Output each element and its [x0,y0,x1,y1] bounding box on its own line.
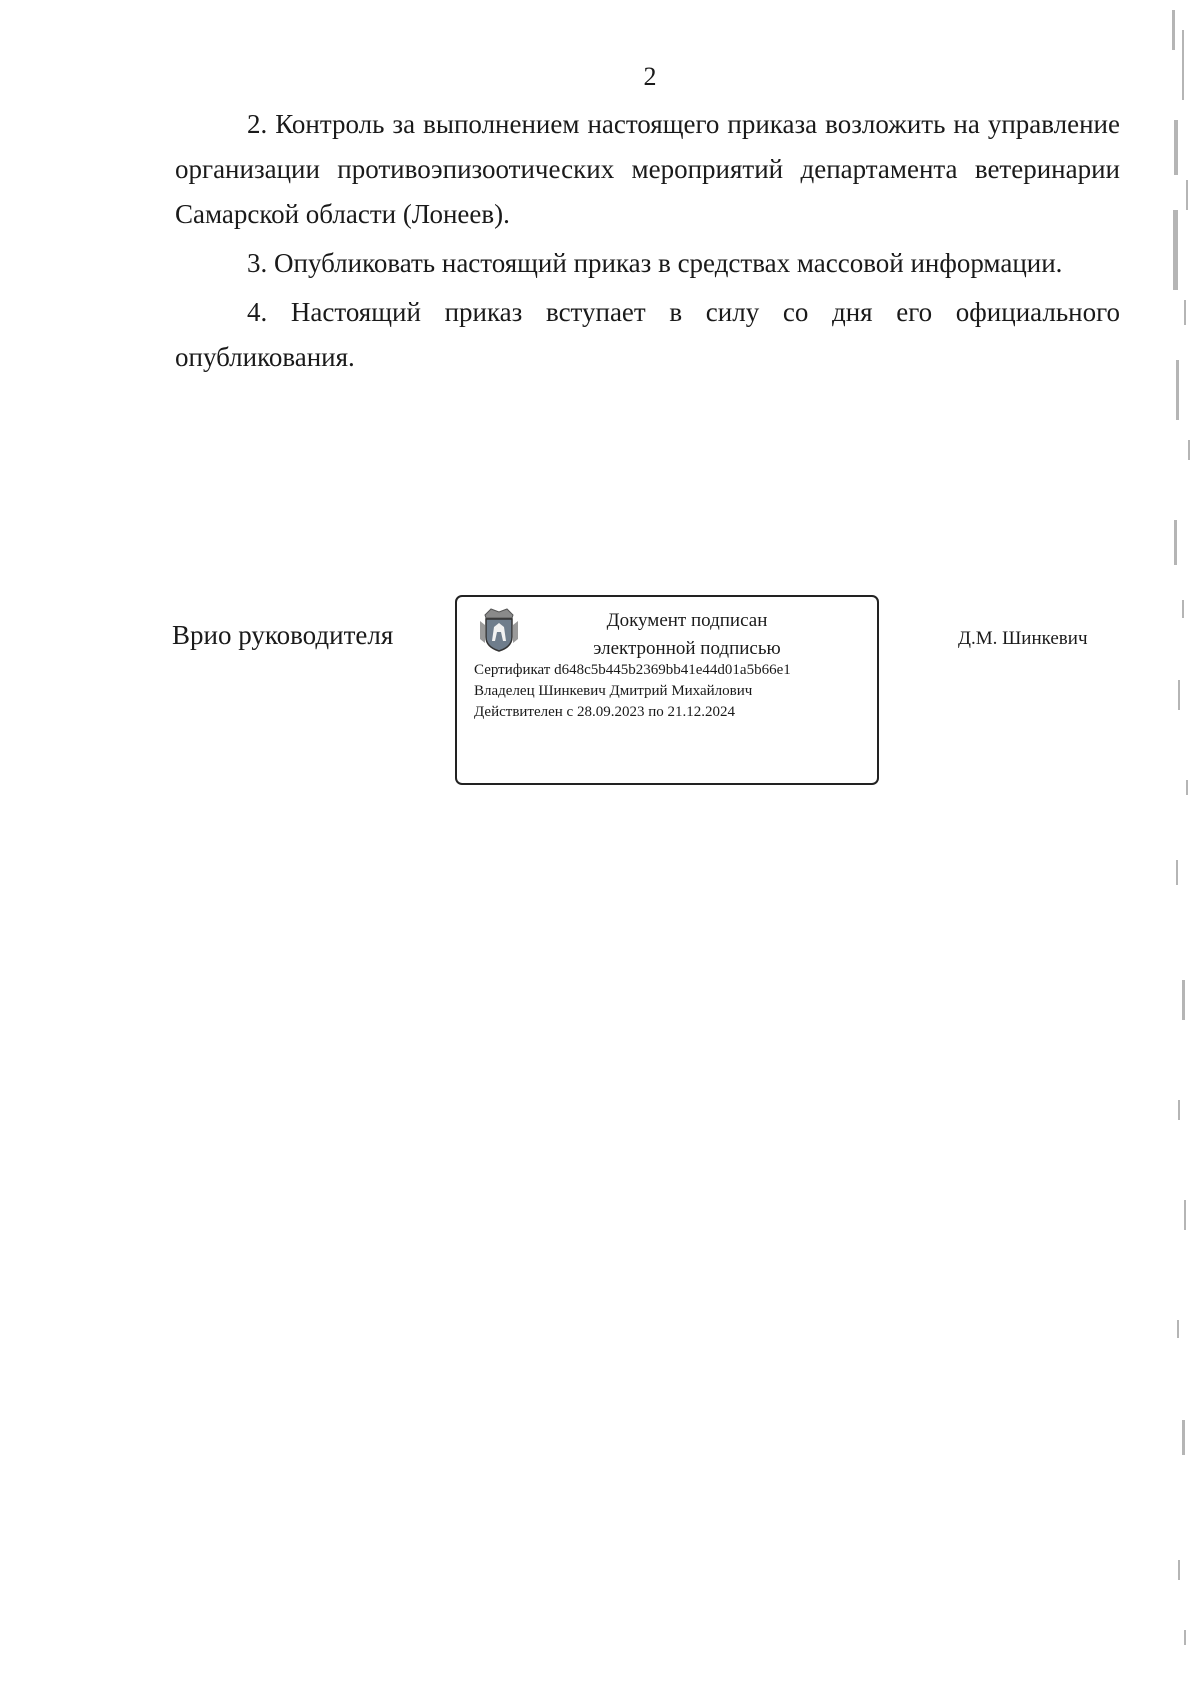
stamp-heading-line2: электронной подписью [593,638,781,659]
stamp-heading-line1: Документ подписан [606,610,768,631]
stamp-validity: Действителен с 28.09.2023 по 21.12.2024 [474,704,735,720]
stamp-heading [557,607,817,663]
paragraph-control: 2. Контроль за выполнением настоящего приказа возложить на управление организации противоэпизоотических мероприятий департамента ветеринарии Самарской области (Лонеев). [175,109,1120,229]
stamp-details [474,660,791,723]
paragraph-effective: 4. Настоящий приказ вступает в силу со дня его официального опубликования. [175,297,1120,372]
samara-coat-of-arms-icon [477,605,521,653]
page-number: 2 [643,62,657,91]
stamp-owner: Владелец Шинкевич Дмитрий Михайлович [474,683,753,699]
stamp-certificate: Сертификат d648c5b445b2369bb41e44d01a5b66e1 [474,662,791,678]
scan-edge-noise [1164,0,1200,1696]
electronic-signature-stamp [455,595,879,785]
signer-title: Врио руководителя [172,620,394,650]
paragraph-publish: 3. Опубликовать настоящий приказ в средствах массовой информации. [247,248,1063,278]
signer-name: Д.М. Шинкевич [958,628,1088,649]
document-body [175,102,1120,384]
